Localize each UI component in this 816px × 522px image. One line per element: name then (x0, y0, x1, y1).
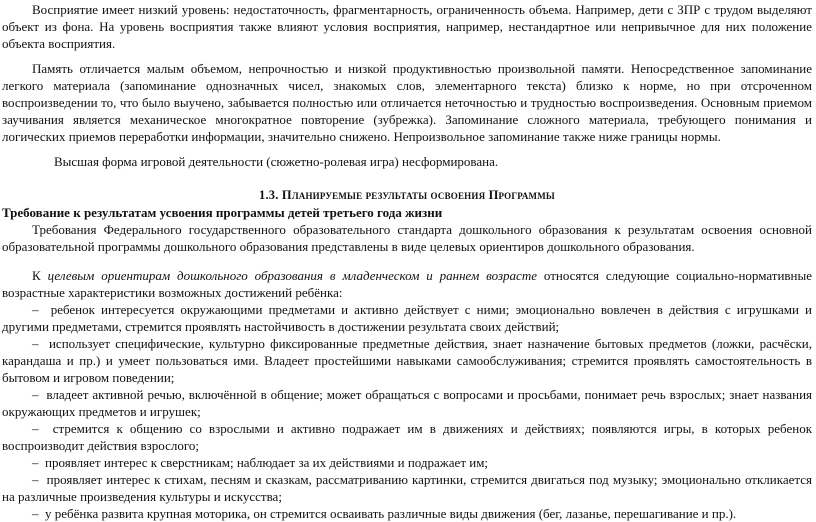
paragraph-play: Высшая форма игровой деятельности (сюжетно-ролевая игра) несформирована. (54, 154, 499, 169)
target-list (2, 301, 812, 522)
list-item: – проявляет интерес к сверстникам; наблюдает за их действиями и подражает им; (32, 455, 489, 470)
targets-suffix: относятся следующие социально-нормативные возрастные характеристики возможных достижений ребёнка: (2, 268, 813, 300)
list-item: – проявляет интерес к стихам, песням и сказкам, рассматриванию картинки, стремится двигаться под музыку; эмоционально откликается на различные произведения культуры и искусства; (2, 472, 812, 504)
list-item: – ребенок интересуется окружающими предметами и активно действует с ними; эмоционально вовлечен в действия с игрушками и другими предметами, стремится проявлять настойчивость в достижении результата своих действий; (2, 302, 813, 334)
paragraph-perception: Восприятие имеет низкий уровень: недостаточность, фрагментарность, ограниченность объема. Например, дети с ЗПР с трудом выделяют объект из фона. На уровень восприятия также влияют условия восприятия, например, нестандартное или непривычное для них положение объекта восприятия. (2, 2, 812, 51)
section-title: Планируемые результаты освоения Программы (281, 188, 555, 202)
list-item: – владеет активной речью, включённой в общение; может обращаться с вопросами и просьбами, понимает речь взрослых; знает названия окружающих предметов и игрушек; (2, 387, 813, 419)
section-subtitle: Требование к результатам усвоения программы детей третьего года жизни (2, 205, 443, 220)
list-item: – стремится к общению со взрослыми и активно подражает им в движениях и действиях; появляются игры, в которых ребенок воспроизводит действия взрослого; (2, 421, 813, 453)
list-dash: – (32, 336, 39, 351)
list-dash: – (32, 387, 39, 402)
targets-italic: целевым ориентирам дошкольного образования в младенческом и раннем возрасте (47, 268, 537, 283)
list-dash: – (32, 506, 39, 521)
list-item: – использует специфические, культурно фиксированные предметные действия, знает назначение бытовых предметов (ложки, расчёски, карандаша и пр.) и умеет пользоваться ими. Владеет простейшими навыками самообслуживания; стремится проявлять самостоятельность в бытовом и игровом поведении; (2, 336, 812, 385)
list-item: – у ребёнка развита крупная моторика, он стремится осваивать различные виды движения (бег, лазанье, перешагивание и пр.). (32, 506, 737, 521)
section-number: 1.3. (259, 188, 279, 202)
list-dash: – (32, 302, 39, 317)
list-dash: – (32, 421, 39, 436)
list-dash: – (32, 472, 39, 487)
paragraph-targets-intro (2, 267, 812, 301)
list-dash: – (32, 455, 39, 470)
targets-prefix: К (32, 268, 48, 283)
section-heading (2, 187, 812, 204)
paragraph-standard-intro: Требования Федерального государственного образовательного стандарта дошкольного образования к результатам освоения основной образовательной программы дошкольного образования представлены в виде целевых ориентиров дошкольного образования. (2, 222, 812, 254)
paragraph-memory: Память отличается малым объемом, непрочностью и низкой продуктивностью произвольной памяти. Непосредственное запоминание легкого материала (запоминание однозначных чисел, знакомых слов, элементарного текста) близко к норме, но при отсроченном воспроизведении то, что было выучено, забывается полностью или отличается неточностью и трудностью воспроизведения. Основным приемом заучивания является механическое многократное повторение (зубрежка). Запоминание сложного материала, требующего понимания и логических приемов переработки информации, значительно снижено. Непроизвольное запоминание также ниже границы нормы. (2, 61, 812, 144)
